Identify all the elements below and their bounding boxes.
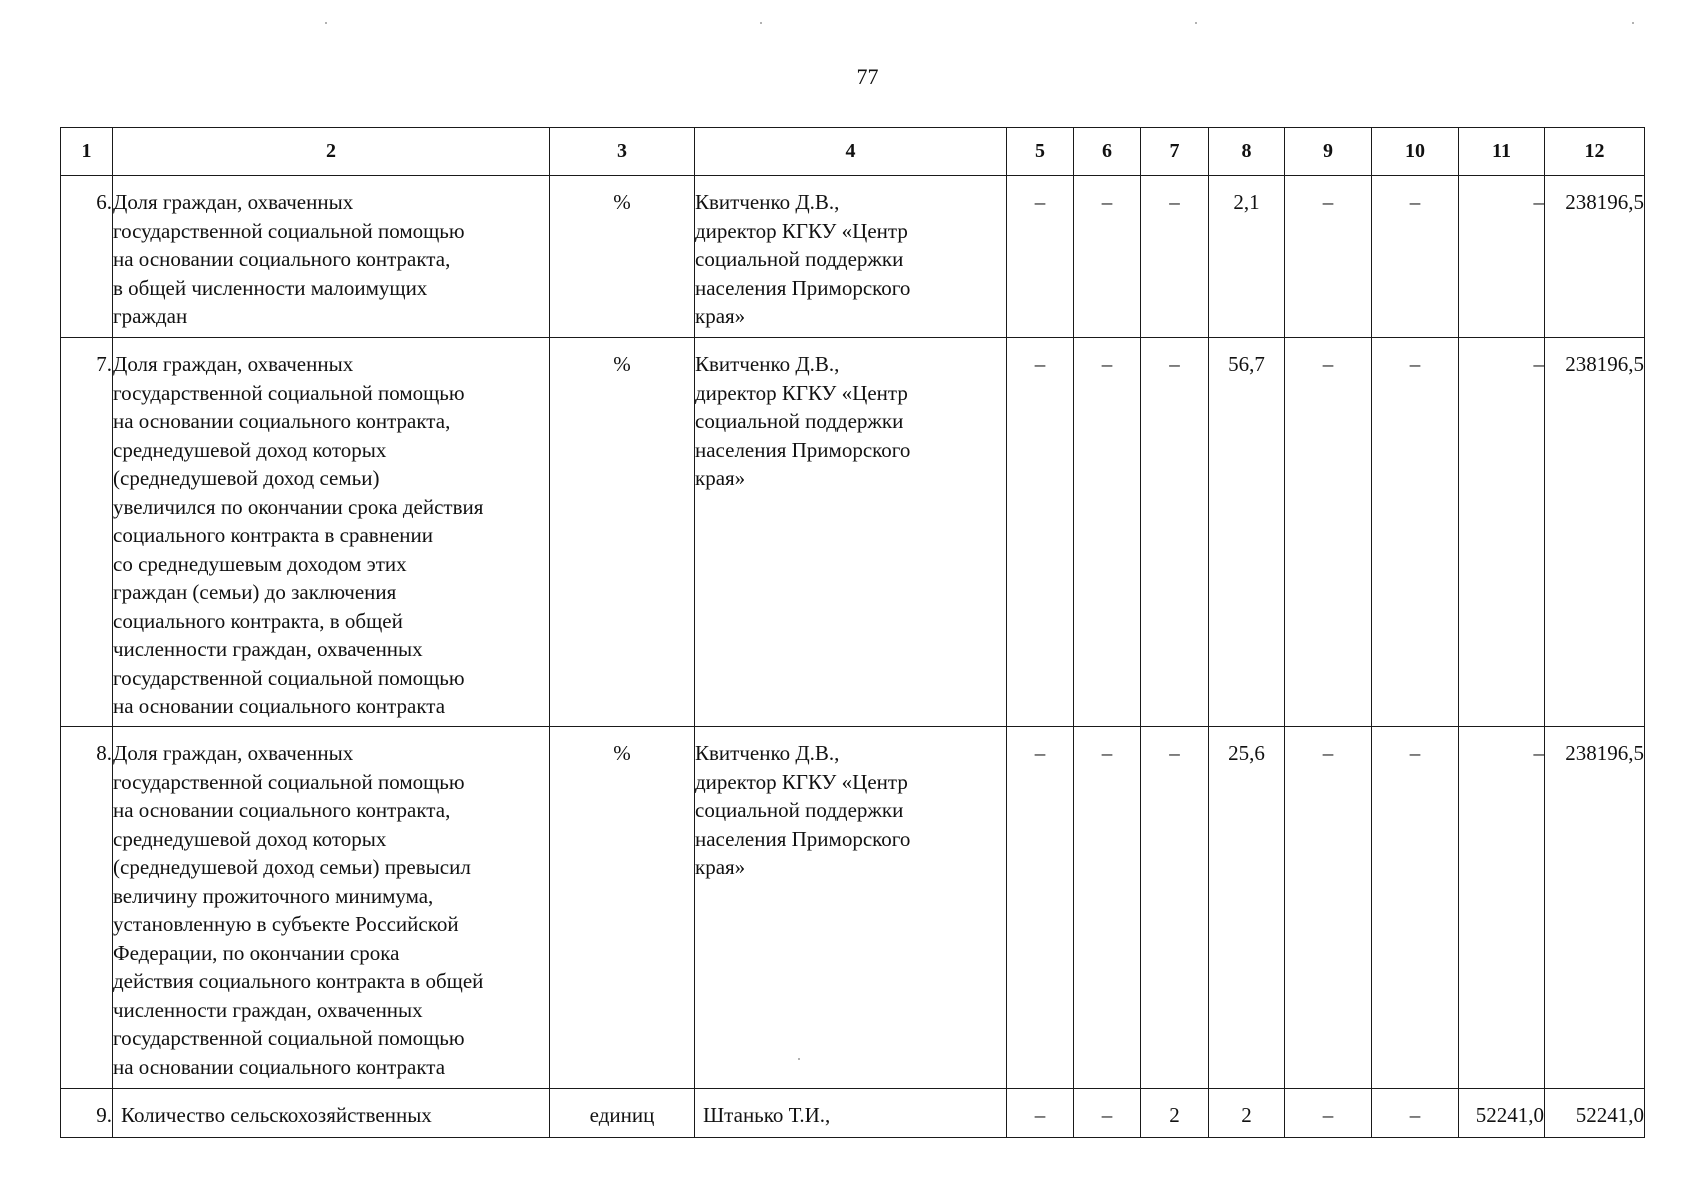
value-col-9: – (1285, 727, 1372, 1089)
header-cell-11: 11 (1459, 128, 1545, 176)
value-col-7: – (1141, 727, 1209, 1089)
indicator-name: Доля граждан, охваченных государственной социальной помощью на основании социального контракта, в общей численности малоимущих граждан (113, 176, 550, 338)
table-row (61, 1089, 1645, 1138)
responsible-person: Штанько Т.И., (695, 1089, 1007, 1138)
header-cell-3: 3 (550, 128, 695, 176)
value-col-8: 2,1 (1209, 176, 1285, 338)
value-col-12: 238196,5 (1545, 176, 1645, 338)
value-col-11: – (1459, 338, 1545, 727)
header-cell-4: 4 (695, 128, 1007, 176)
header-cell-6: 6 (1074, 128, 1141, 176)
row-number: 6. (61, 176, 113, 338)
table-row (61, 338, 1645, 727)
value-col-6: – (1074, 727, 1141, 1089)
responsible-person: Квитченко Д.В., директор КГКУ «Центр социальной поддержки населения Приморского края» (695, 176, 1007, 338)
value-col-5: – (1007, 338, 1074, 727)
page-number: 77 (856, 64, 879, 89)
header-cell-12: 12 (1545, 128, 1645, 176)
indicator-name: Доля граждан, охваченных государственной социальной помощью на основании социального контракта, среднедушевой доход которых (среднедушевой доход семьи) превысил величину прожиточного минимума, установленную в субъекте Российской Федерации, по окончании срока действия социального контракта в общей численности граждан, охваченных государственной социальной помощью на основании социального контракта (113, 727, 550, 1089)
value-col-12: 52241,0 (1545, 1089, 1645, 1138)
value-col-11: 52241,0 (1459, 1089, 1545, 1138)
value-col-10: – (1372, 176, 1459, 338)
value-col-11: – (1459, 176, 1545, 338)
value-col-11: – (1459, 727, 1545, 1089)
scan-speck (1195, 22, 1197, 24)
value-col-7: – (1141, 338, 1209, 727)
header-cell-5: 5 (1007, 128, 1074, 176)
value-col-12: 238196,5 (1545, 727, 1645, 1089)
value-col-12: 238196,5 (1545, 338, 1645, 727)
value-col-9: – (1285, 176, 1372, 338)
unit-of-measure: % (550, 176, 695, 338)
table-row (61, 176, 1645, 338)
value-col-9: – (1285, 1089, 1372, 1138)
row-number: 7. (61, 338, 113, 727)
header-row (61, 128, 1645, 176)
header-cell-8: 8 (1209, 128, 1285, 176)
header-cell-9: 9 (1285, 128, 1372, 176)
header-cell-7: 7 (1141, 128, 1209, 176)
indicator-name: Количество сельскохозяйственных (113, 1089, 550, 1138)
value-col-6: – (1074, 338, 1141, 727)
header-cell-2: 2 (113, 128, 550, 176)
responsible-person: Квитченко Д.В., директор КГКУ «Центр социальной поддержки населения Приморского края» (695, 727, 1007, 1089)
header-cell-1: 1 (61, 128, 113, 176)
table-row (61, 727, 1645, 1089)
value-col-8: 25,6 (1209, 727, 1285, 1089)
value-col-10: – (1372, 338, 1459, 727)
value-col-8: 56,7 (1209, 338, 1285, 727)
scan-speck (760, 22, 762, 24)
scan-speck (325, 22, 327, 24)
value-col-10: – (1372, 727, 1459, 1089)
indicator-name: Доля граждан, охваченных государственной социальной помощью на основании социального контракта, среднедушевой доход которых (среднедушевой доход семьи) увеличился по окончании срока действия социального контракта в сравнении со среднедушевым доходом этих граждан (семьи) до заключения социального контракта, в общей численности граждан, охваченных государственной социальной помощью на основании социального контракта (113, 338, 550, 727)
scan-speck (1632, 22, 1634, 24)
value-col-7: 2 (1141, 1089, 1209, 1138)
value-col-5: – (1007, 176, 1074, 338)
value-col-5: – (1007, 727, 1074, 1089)
value-col-6: – (1074, 1089, 1141, 1138)
unit-of-measure: % (550, 338, 695, 727)
unit-of-measure: % (550, 727, 695, 1089)
value-col-5: – (1007, 1089, 1074, 1138)
row-number: 9. (61, 1089, 113, 1138)
unit-of-measure: единиц (550, 1089, 695, 1138)
value-col-6: – (1074, 176, 1141, 338)
indicators-table (60, 127, 1645, 1138)
header-cell-10: 10 (1372, 128, 1459, 176)
responsible-person: Квитченко Д.В., директор КГКУ «Центр социальной поддержки населения Приморского края» (695, 338, 1007, 727)
value-col-7: – (1141, 176, 1209, 338)
value-col-9: – (1285, 338, 1372, 727)
value-col-8: 2 (1209, 1089, 1285, 1138)
row-number: 8. (61, 727, 113, 1089)
value-col-10: – (1372, 1089, 1459, 1138)
